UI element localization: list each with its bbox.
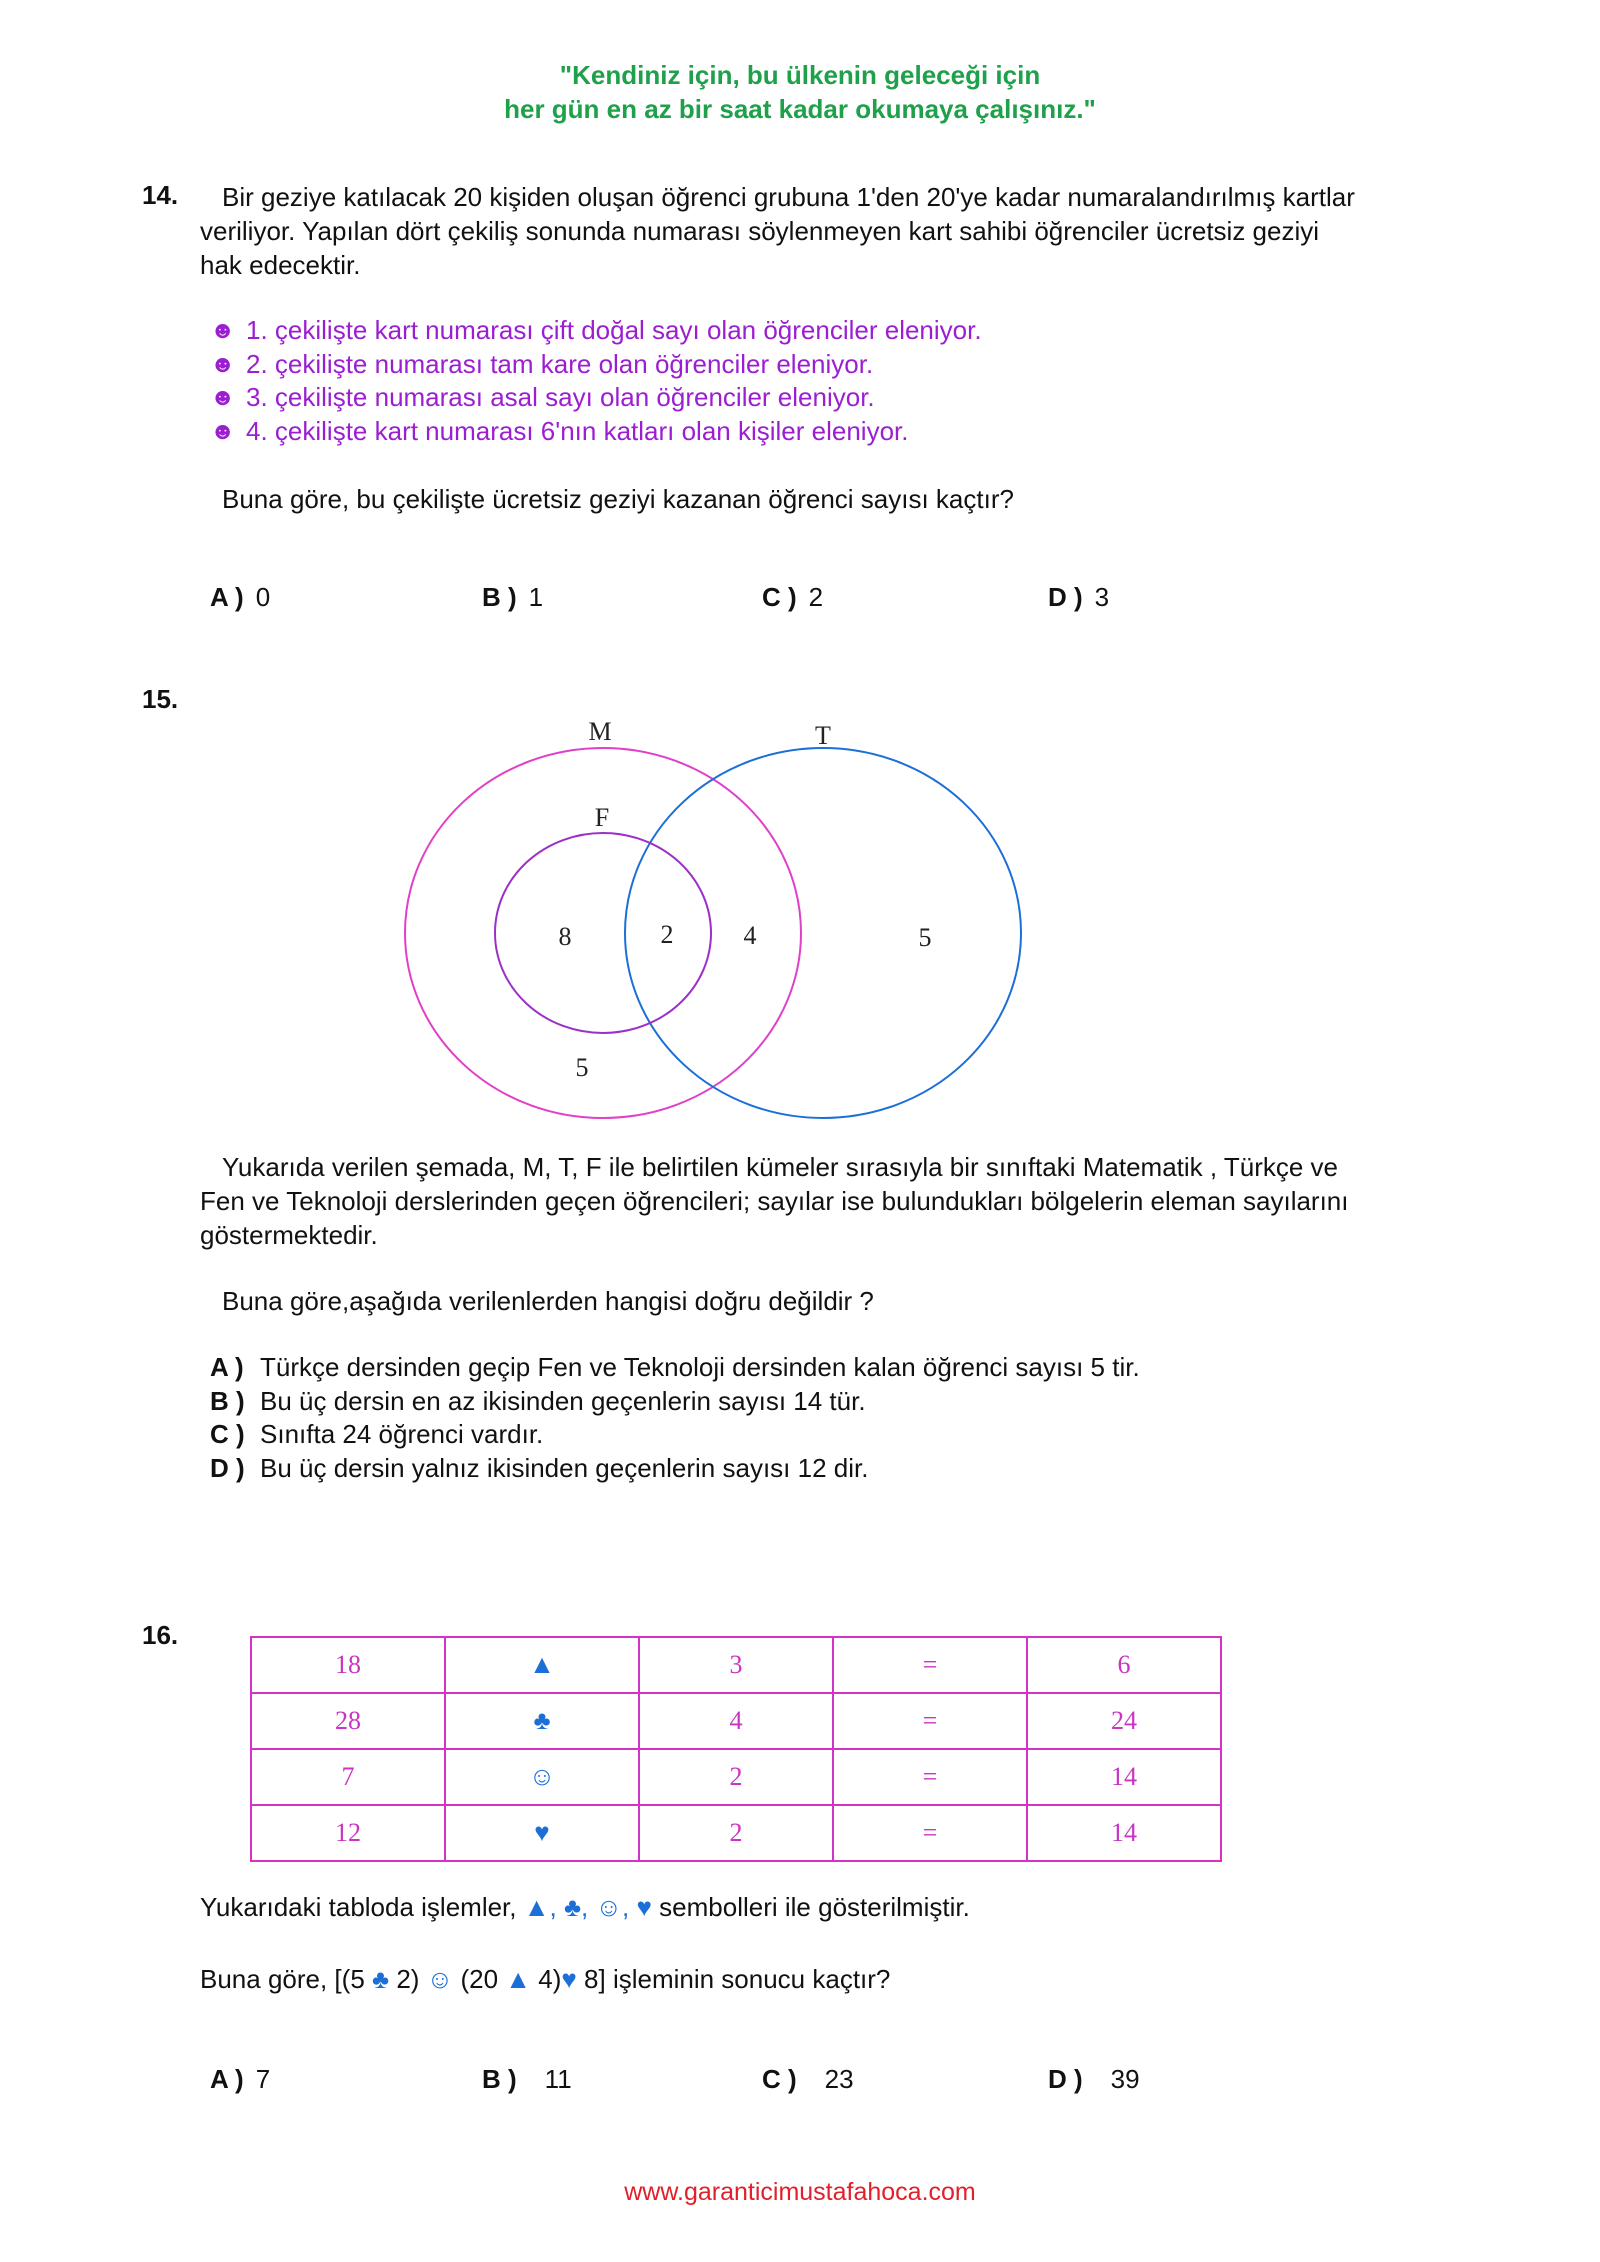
table-cell: =	[833, 1749, 1027, 1805]
question-14-number: 14.	[142, 180, 179, 210]
table-cell: 24	[1027, 1693, 1221, 1749]
heart-icon: ♥	[636, 1892, 652, 1922]
set-t-circle	[625, 748, 1021, 1118]
table-cell: 4	[639, 1693, 833, 1749]
table-cell: 2	[639, 1805, 833, 1861]
q14-elimination-list	[210, 314, 1410, 448]
smiley-icon: ☻	[210, 384, 236, 411]
table-cell: =	[833, 1637, 1027, 1693]
q14-intro-line-3: hak edecektir.	[200, 250, 361, 280]
list-item: ☻ 2. çekilişte numarası tam kare olan öğrenciler eleniyor.	[210, 348, 1410, 382]
q14-intro-line-2: veriliyor. Yapılan dört çekiliş sonunda numarası söylenmeyen kart sahibi öğrenciler ücretsiz geziyi	[200, 216, 1320, 246]
table-cell: 14	[1027, 1805, 1221, 1861]
region-t-only: 5	[918, 923, 932, 952]
venn-diagram	[380, 700, 1040, 1130]
list-item: ☻ 1. çekilişte kart numarası çift doğal sayı olan öğrenciler eleniyor.	[210, 314, 1410, 348]
q15-question: Buna göre,aşağıda verilenlerden hangisi doğru değildir ?	[222, 1286, 874, 1316]
motto-line-1: "Kendiniz için, bu ülkenin geleceği için	[559, 60, 1041, 90]
table-cell: =	[833, 1805, 1027, 1861]
table-cell: 3	[639, 1637, 833, 1693]
set-f-circle	[495, 833, 711, 1033]
list-item: ☻ 4. çekilişte kart numarası 6'nın katları olan kişiler eleniyor.	[210, 415, 1410, 449]
heart-icon: ♥	[445, 1805, 639, 1861]
q14-intro-line-1: Bir geziye katılacak 20 kişiden oluşan öğrenci grubuna 1'den 20'ye kadar numaralandırılmış kartlar	[222, 182, 1355, 212]
q16-question: Buna göre, [(5 ♣ 2) ☺ (20 ▲ 4)♥ 8] işleminin sonucu kaçtır?	[200, 1964, 891, 1994]
table-cell: 2	[639, 1749, 833, 1805]
region-m-only: 5	[575, 1053, 589, 1082]
region-f-and-t: 2	[660, 920, 674, 949]
club-icon: ♣	[445, 1693, 639, 1749]
club-icon: ♣	[372, 1964, 390, 1994]
q15-options	[210, 1351, 1510, 1485]
q16-option-a[interactable]: A ) 7	[210, 2064, 271, 2094]
smiley-icon: ☺	[595, 1892, 623, 1922]
table-row	[251, 1805, 1221, 1861]
triangle-icon: ▲	[523, 1892, 550, 1922]
region-m-and-t: 4	[743, 921, 757, 950]
q15-option-d[interactable]: D ) Bu üç dersin yalnız ikisinden geçenlerin sayısı 12 dir.	[210, 1452, 869, 1483]
heart-icon: ♥	[561, 1964, 577, 1994]
smiley-icon: ☺	[445, 1749, 639, 1805]
q16-option-c[interactable]: C ) 23	[762, 2064, 854, 2094]
q16-option-d[interactable]: D ) 39	[1048, 2064, 1140, 2094]
set-m-label: M	[588, 717, 612, 746]
table-cell: 12	[251, 1805, 445, 1861]
q16-symbols-sentence: Yukarıdaki tabloda işlemler, ▲, ♣, ☺, ♥ sembolleri ile gösterilmiştir.	[200, 1892, 970, 1922]
smiley-icon: ☻	[210, 417, 236, 445]
smiley-icon: ☻	[210, 350, 236, 378]
list-item: ☻ 3. çekilişte numarası asal sayı olan öğrenciler eleniyor.	[210, 381, 1410, 415]
q14-option-d[interactable]: D ) 3	[1048, 582, 1110, 612]
triangle-icon: ▲	[505, 1964, 531, 1994]
table-cell: 7	[251, 1749, 445, 1805]
q15-option-c[interactable]: C ) Sınıfta 24 öğrenci vardır.	[210, 1419, 544, 1449]
table-row	[251, 1749, 1221, 1805]
table-row	[251, 1693, 1221, 1749]
q15-paragraph-line-2: Fen ve Teknoloji derslerinden geçen öğrencileri; sayılar ise bulundukları bölgelerin eleman sayılarını	[200, 1186, 1349, 1216]
footer-website-link[interactable]: www.garanticimustafahoca.com	[624, 2178, 976, 2206]
triangle-icon: ▲	[445, 1637, 639, 1693]
q14-option-b[interactable]: B ) 1	[482, 582, 544, 612]
region-f-only: 8	[558, 922, 572, 951]
question-15-number: 15.	[142, 684, 179, 714]
q15-option-b[interactable]: B ) Bu üç dersin en az ikisinden geçenlerin sayısı 14 tür.	[210, 1385, 866, 1416]
table-row	[251, 1637, 1221, 1693]
table-cell: 18	[251, 1637, 445, 1693]
smiley-icon: ☺	[426, 1964, 454, 1994]
set-f-label: F	[594, 803, 610, 832]
motto-line-2: her gün en az bir saat kadar okumaya çalışınız."	[504, 94, 1096, 124]
q14-question: Buna göre, bu çekilişte ücretsiz geziyi kazanan öğrenci sayısı kaçtır?	[222, 484, 1014, 514]
question-16-number: 16.	[142, 1620, 179, 1650]
table-cell: =	[833, 1693, 1027, 1749]
q15-paragraph-line-1: Yukarıda verilen şemada, M, T, F ile belirtilen kümeler sırasıyla bir sınıftaki Matematik , Türkçe ve	[222, 1152, 1339, 1182]
operations-table	[250, 1636, 1222, 1862]
q15-paragraph-line-3: göstermektedir.	[200, 1220, 378, 1250]
set-t-label: T	[815, 721, 831, 750]
q14-option-a[interactable]: A ) 0	[210, 582, 271, 612]
table-cell: 28	[251, 1693, 445, 1749]
table-cell: 14	[1027, 1749, 1221, 1805]
club-icon: ♣	[563, 1892, 582, 1922]
q16-option-b[interactable]: B ) 11	[482, 2064, 572, 2094]
table-cell: 6	[1027, 1637, 1221, 1693]
q15-option-a[interactable]: A ) Türkçe dersinden geçip Fen ve Teknoloji dersinden kalan öğrenci sayısı 5 tir.	[210, 1352, 1140, 1382]
smiley-icon: ☻	[210, 317, 236, 344]
q14-option-c[interactable]: C ) 2	[762, 582, 824, 612]
